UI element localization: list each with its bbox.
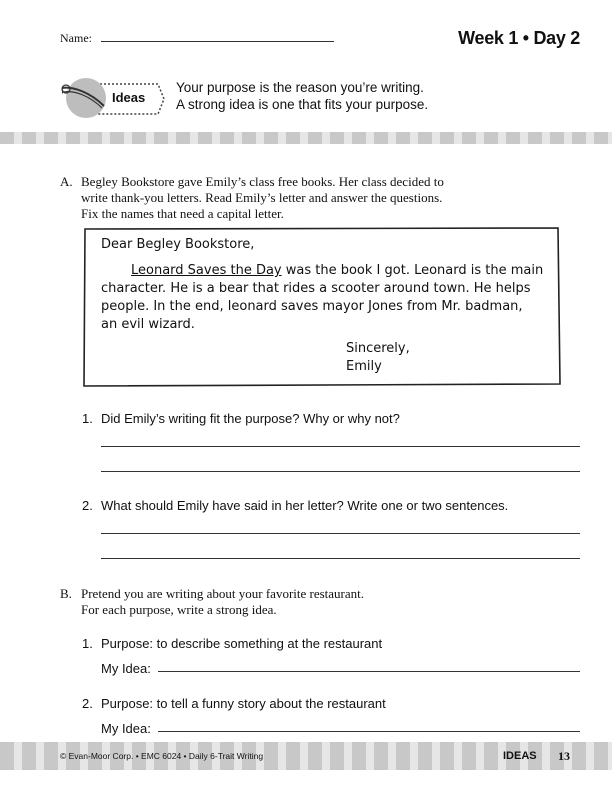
letter-line-1 bbox=[101, 262, 551, 280]
section-a-instr-3: Fix the names that need a capital letter. bbox=[81, 206, 284, 221]
answer-line-1b[interactable] bbox=[101, 471, 580, 472]
purpose-2-number: 2. bbox=[82, 696, 93, 711]
section-b-instr-2: For each purpose, write a strong idea. bbox=[81, 602, 277, 617]
section-a-instr-1: Begley Bookstore gave Emily’s class free books. Her class decided to bbox=[81, 174, 444, 189]
ideas-definition bbox=[176, 79, 428, 113]
idea-2-label: My Idea: bbox=[101, 721, 151, 736]
section-a-instr-2: write thank-you letters. Read Emily’s letter and answer the questions. bbox=[81, 190, 443, 205]
question-1-number: 1. bbox=[82, 411, 93, 426]
week-day-title: Week 1 • Day 2 bbox=[458, 28, 580, 48]
question-2-text: What should Emily have said in her letter? Write one or two sentences. bbox=[101, 498, 509, 513]
page-number: 13 bbox=[558, 749, 570, 763]
question-1-text: Did Emily’s writing fit the purpose? Why or why not? bbox=[101, 411, 400, 426]
answer-line-2b[interactable] bbox=[101, 558, 580, 559]
section-b-letter: B. bbox=[60, 586, 72, 601]
ideas-line-1: Your purpose is the reason you’re writing. bbox=[176, 80, 424, 95]
purpose-2-text: Purpose: to tell a funny story about the restaurant bbox=[101, 696, 386, 711]
section-a-letter: A. bbox=[60, 174, 73, 189]
idea-1-line[interactable] bbox=[158, 671, 580, 672]
name-field[interactable] bbox=[101, 41, 334, 42]
name-label: Name: bbox=[60, 31, 92, 45]
purpose-1-number: 1. bbox=[82, 636, 93, 651]
letter-line-2: character. He is a bear that rides a scooter around town. He helps bbox=[101, 281, 531, 296]
answer-line-1a[interactable] bbox=[101, 446, 580, 447]
section-b-instructions bbox=[81, 586, 364, 618]
footer-credit: © Evan-Moor Corp. • EMC 6024 • Daily 6-Trait Writing bbox=[60, 751, 264, 761]
top-divider-band bbox=[0, 132, 612, 144]
letter-closing: Sincerely, bbox=[346, 341, 410, 356]
letter-book-title: Leonard Saves the Day bbox=[131, 263, 282, 278]
letter-line-3: people. In the end, leonard saves mayor Jones from Mr. badman, bbox=[101, 299, 523, 314]
section-a-instructions bbox=[81, 174, 444, 222]
section-b-instr-1: Pretend you are writing about your favorite restaurant. bbox=[81, 586, 365, 601]
ideas-badge-label: Ideas bbox=[112, 90, 146, 105]
letter-box bbox=[101, 236, 551, 376]
idea-2-line[interactable] bbox=[158, 731, 580, 732]
idea-1-label: My Idea: bbox=[101, 661, 151, 676]
ideas-line-2: A strong idea is one that fits your purpose. bbox=[176, 97, 429, 112]
answer-line-2a[interactable] bbox=[101, 533, 580, 534]
question-2-number: 2. bbox=[82, 498, 93, 513]
purpose-1-text: Purpose: to describe something at the restaurant bbox=[101, 636, 383, 651]
letter-line-1-rest: was the book I got. Leonard is the main bbox=[281, 263, 544, 278]
footer-trait: IDEAS bbox=[503, 750, 537, 762]
letter-signature: Emily bbox=[346, 359, 382, 374]
ideas-badge bbox=[60, 76, 168, 122]
letter-greeting: Dear Begley Bookstore, bbox=[101, 237, 255, 252]
letter-line-4: an evil wizard. bbox=[101, 317, 195, 332]
